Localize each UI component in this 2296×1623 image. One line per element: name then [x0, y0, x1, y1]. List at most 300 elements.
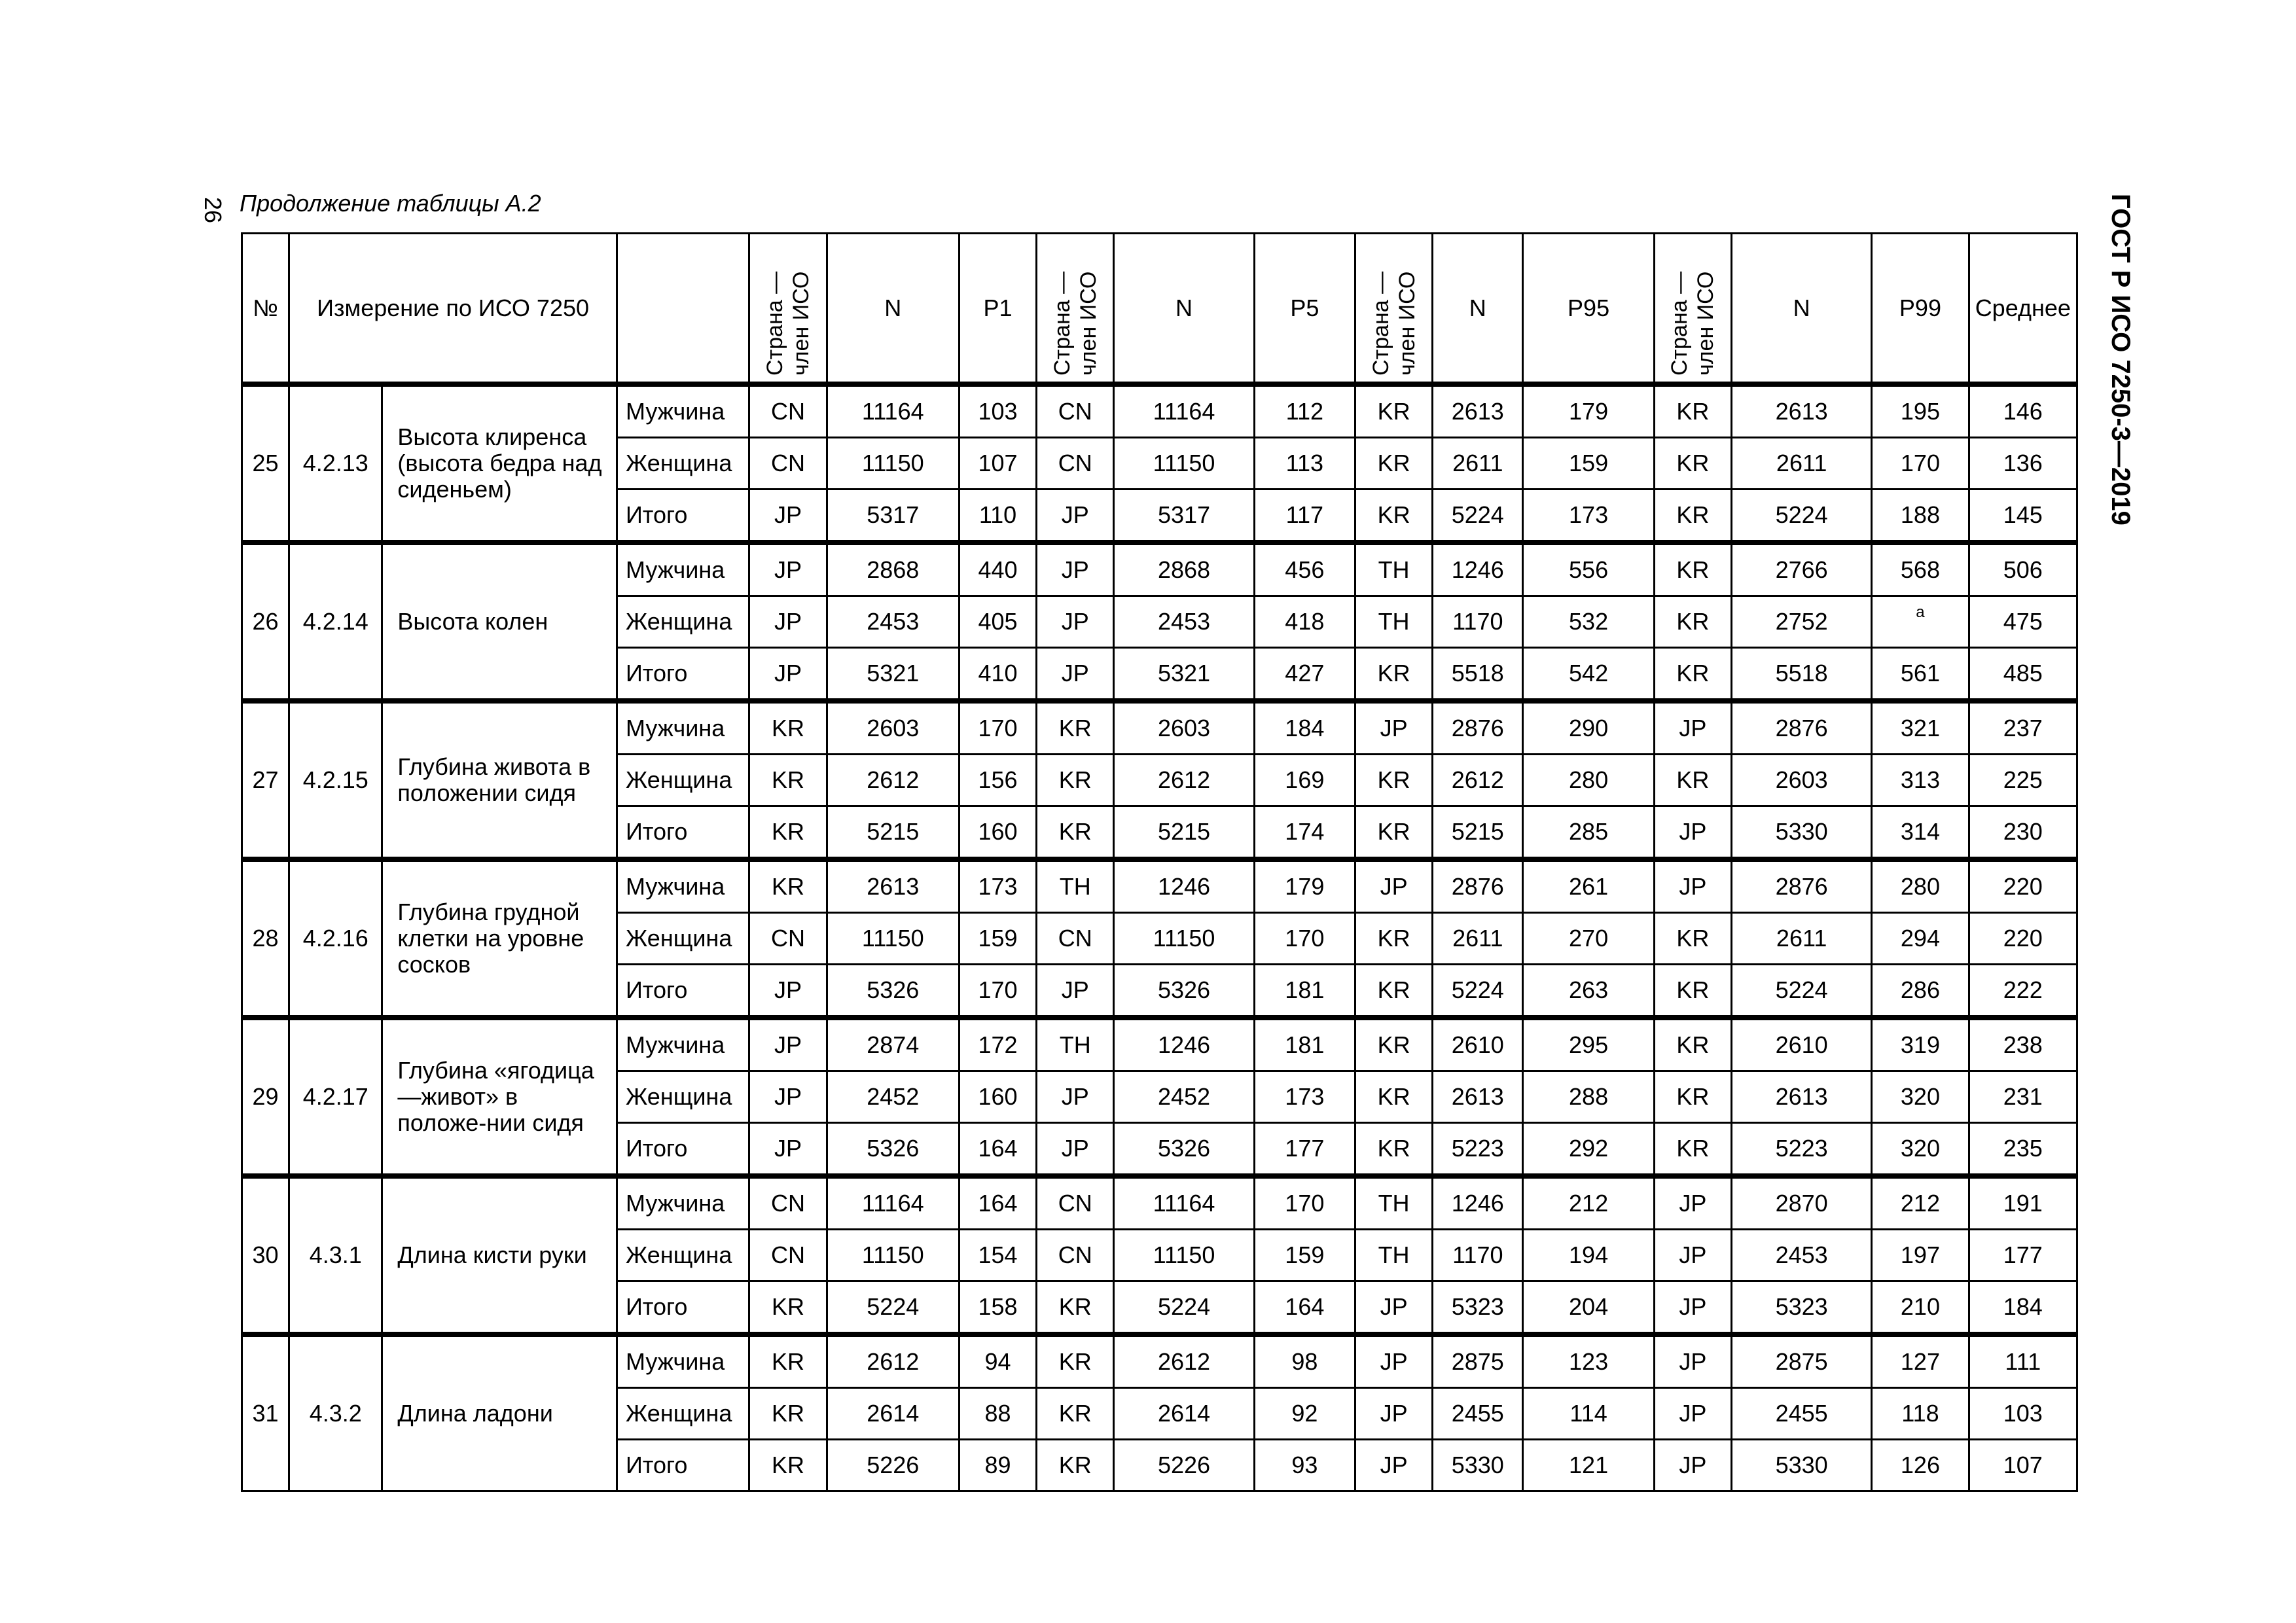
cell-n99: 2766: [1731, 543, 1871, 596]
cell-n5: 5317: [1114, 490, 1254, 543]
cell-p5: 181: [1254, 965, 1355, 1018]
cell-p1: 107: [959, 438, 1036, 490]
cell-p5: 92: [1254, 1388, 1355, 1440]
cell-c1: CN: [749, 1230, 827, 1281]
measurement-code: 4.2.16: [289, 859, 382, 1018]
cell-p1: 170: [959, 965, 1036, 1018]
cell-p1: 94: [959, 1334, 1036, 1388]
cell-c95: KR: [1355, 806, 1432, 860]
cell-n1: 2452: [827, 1071, 959, 1123]
cell-p99: 561: [1872, 648, 1969, 702]
header-measurement: Измерение по ИСО 7250: [289, 234, 617, 385]
cell-p99: 280: [1872, 859, 1969, 913]
cell-c95: KR: [1355, 755, 1432, 806]
cell-c5: JP: [1037, 490, 1114, 543]
cell-p99: 319: [1872, 1018, 1969, 1071]
header-p95: P95: [1523, 234, 1654, 385]
cell-n5: 11150: [1114, 1230, 1254, 1281]
cell-mean: 506: [1969, 543, 2077, 596]
sex-label: Итого: [617, 490, 749, 543]
cell-mean: 184: [1969, 1281, 2077, 1335]
sex-label: Итого: [617, 806, 749, 860]
table-body: [242, 384, 2077, 1491]
cell-p95: 270: [1523, 913, 1654, 965]
cell-p99: 126: [1872, 1440, 1969, 1491]
cell-c5: CN: [1037, 384, 1114, 438]
page-number: 26: [200, 196, 226, 224]
cell-n95: 2613: [1433, 1071, 1523, 1123]
cell-n1: 2612: [827, 755, 959, 806]
cell-n99: 2870: [1731, 1176, 1871, 1230]
cell-p5: 112: [1254, 384, 1355, 438]
cell-p5: 113: [1254, 438, 1355, 490]
cell-c1: CN: [749, 913, 827, 965]
cell-p1: 160: [959, 806, 1036, 860]
cell-n5: 1246: [1114, 1018, 1254, 1071]
measurement-code: 4.3.2: [289, 1334, 382, 1491]
cell-p95: 123: [1523, 1334, 1654, 1388]
cell-p5: 93: [1254, 1440, 1355, 1491]
cell-c95: KR: [1355, 490, 1432, 543]
cell-n1: 2868: [827, 543, 959, 596]
cell-n1: 5215: [827, 806, 959, 860]
cell-c99: KR: [1654, 648, 1731, 702]
cell-n5: 2614: [1114, 1388, 1254, 1440]
cell-n95: 1170: [1433, 596, 1523, 648]
cell-c5: KR: [1037, 1334, 1114, 1388]
cell-c1: JP: [749, 543, 827, 596]
cell-c99: KR: [1654, 596, 1731, 648]
cell-c5: KR: [1037, 806, 1114, 860]
cell-p1: 170: [959, 701, 1036, 755]
cell-c5: KR: [1037, 1440, 1114, 1491]
row-number: 26: [242, 543, 289, 701]
cell-c99: JP: [1654, 1388, 1731, 1440]
cell-p5: 159: [1254, 1230, 1355, 1281]
cell-c1: KR: [749, 1440, 827, 1491]
cell-c1: KR: [749, 701, 827, 755]
sex-label: Мужчина: [617, 701, 749, 755]
cell-n95: 5223: [1433, 1123, 1523, 1177]
table-row: [242, 1334, 2077, 1388]
cell-c95: KR: [1355, 1018, 1432, 1071]
row-number: 27: [242, 701, 289, 859]
sex-label: Итого: [617, 1123, 749, 1177]
cell-p99: 294: [1872, 913, 1969, 965]
cell-n5: 2612: [1114, 1334, 1254, 1388]
sex-label: Мужчина: [617, 1018, 749, 1071]
cell-mean: 111: [1969, 1334, 2077, 1388]
cell-p5: 181: [1254, 1018, 1355, 1071]
cell-mean: 230: [1969, 806, 2077, 860]
cell-n99: 2603: [1731, 755, 1871, 806]
cell-p1: 173: [959, 859, 1036, 913]
table-row: [242, 701, 2077, 755]
cell-n95: 2611: [1433, 913, 1523, 965]
cell-n1: 11150: [827, 1230, 959, 1281]
cell-n5: 2453: [1114, 596, 1254, 648]
cell-n1: 5317: [827, 490, 959, 543]
cell-p1: 103: [959, 384, 1036, 438]
cell-n95: 5224: [1433, 490, 1523, 543]
cell-c95: JP: [1355, 1334, 1432, 1388]
cell-p95: 159: [1523, 438, 1654, 490]
cell-n95: 5330: [1433, 1440, 1523, 1491]
row-number: 25: [242, 384, 289, 543]
cell-c99: KR: [1654, 1123, 1731, 1177]
cell-c99: KR: [1654, 438, 1731, 490]
cell-c1: KR: [749, 755, 827, 806]
header-p99: P99: [1872, 234, 1969, 385]
cell-n95: 2875: [1433, 1334, 1523, 1388]
cell-p5: 169: [1254, 755, 1355, 806]
header-country-p95: Страна — член ИСО: [1355, 234, 1432, 385]
cell-c95: TH: [1355, 1230, 1432, 1281]
cell-c95: KR: [1355, 1071, 1432, 1123]
cell-p99: 320: [1872, 1123, 1969, 1177]
cell-p1: 160: [959, 1071, 1036, 1123]
sex-label: Итого: [617, 1281, 749, 1335]
cell-n5: 5224: [1114, 1281, 1254, 1335]
cell-n95: 2455: [1433, 1388, 1523, 1440]
measurement-code: 4.2.15: [289, 701, 382, 859]
cell-c5: CN: [1037, 1176, 1114, 1230]
cell-c5: JP: [1037, 1071, 1114, 1123]
cell-p5: 177: [1254, 1123, 1355, 1177]
footnote-mark: a: [1916, 603, 1925, 621]
cell-n95: 5323: [1433, 1281, 1523, 1335]
cell-c1: CN: [749, 1176, 827, 1230]
cell-p95: 194: [1523, 1230, 1654, 1281]
cell-n99: 5323: [1731, 1281, 1871, 1335]
cell-c95: KR: [1355, 648, 1432, 702]
sex-label: Женщина: [617, 1230, 749, 1281]
table-row: [242, 543, 2077, 596]
cell-p99: 314: [1872, 806, 1969, 860]
cell-n95: 5224: [1433, 965, 1523, 1018]
cell-p99: 321: [1872, 701, 1969, 755]
measurement-code: 4.3.1: [289, 1176, 382, 1334]
cell-n5: 1246: [1114, 859, 1254, 913]
cell-n1: 2603: [827, 701, 959, 755]
cell-c1: KR: [749, 1388, 827, 1440]
cell-p95: 295: [1523, 1018, 1654, 1071]
cell-c95: KR: [1355, 913, 1432, 965]
cell-n1: 2453: [827, 596, 959, 648]
cell-p99: 197: [1872, 1230, 1969, 1281]
sex-label: Женщина: [617, 755, 749, 806]
cell-n1: 11150: [827, 438, 959, 490]
cell-n1: 5224: [827, 1281, 959, 1335]
sex-label: Мужчина: [617, 1176, 749, 1230]
cell-p1: 158: [959, 1281, 1036, 1335]
cell-p99: 188: [1872, 490, 1969, 543]
cell-mean: 238: [1969, 1018, 2077, 1071]
sex-label: Мужчина: [617, 384, 749, 438]
cell-n95: 2612: [1433, 755, 1523, 806]
cell-mean: 225: [1969, 755, 2077, 806]
sex-label: Итого: [617, 1440, 749, 1491]
cell-n99: 2611: [1731, 438, 1871, 490]
row-number: 30: [242, 1176, 289, 1334]
sex-label: Итого: [617, 648, 749, 702]
cell-mean: 475: [1969, 596, 2077, 648]
cell-p95: 204: [1523, 1281, 1654, 1335]
cell-c5: KR: [1037, 755, 1114, 806]
cell-mean: 222: [1969, 965, 2077, 1018]
measurement-code: 4.2.14: [289, 543, 382, 701]
measurement-name: Длина ладони: [382, 1334, 617, 1491]
cell-p1: 110: [959, 490, 1036, 543]
cell-p95: 532: [1523, 596, 1654, 648]
cell-c5: CN: [1037, 913, 1114, 965]
cell-c99: JP: [1654, 1230, 1731, 1281]
cell-n5: 5326: [1114, 1123, 1254, 1177]
sex-label: Женщина: [617, 913, 749, 965]
cell-p5: 117: [1254, 490, 1355, 543]
cell-n5: 11150: [1114, 438, 1254, 490]
cell-c95: TH: [1355, 1176, 1432, 1230]
cell-c99: JP: [1654, 1281, 1731, 1335]
cell-c1: JP: [749, 490, 827, 543]
cell-n99: 2611: [1731, 913, 1871, 965]
cell-n1: 5326: [827, 965, 959, 1018]
cell-c5: TH: [1037, 859, 1114, 913]
cell-n99: 2613: [1731, 1071, 1871, 1123]
header-n-p5: N: [1114, 234, 1254, 385]
cell-n5: 5326: [1114, 965, 1254, 1018]
cell-p5: 184: [1254, 701, 1355, 755]
cell-n1: 5326: [827, 1123, 959, 1177]
header-p1: P1: [959, 234, 1036, 385]
cell-n99: 2613: [1731, 384, 1871, 438]
cell-c95: JP: [1355, 1440, 1432, 1491]
cell-c5: JP: [1037, 648, 1114, 702]
cell-c1: JP: [749, 648, 827, 702]
measurement-name: Длина кисти руки: [382, 1176, 617, 1334]
cell-p95: 288: [1523, 1071, 1654, 1123]
cell-c95: JP: [1355, 701, 1432, 755]
cell-c5: KR: [1037, 1388, 1114, 1440]
cell-c95: TH: [1355, 596, 1432, 648]
row-number: 31: [242, 1334, 289, 1491]
table-row: [242, 1018, 2077, 1071]
cell-mean: 107: [1969, 1440, 2077, 1491]
cell-p95: 542: [1523, 648, 1654, 702]
cell-c99: KR: [1654, 1071, 1731, 1123]
table-row: [242, 1176, 2077, 1230]
data-table: [241, 232, 2078, 1492]
cell-n95: 2876: [1433, 859, 1523, 913]
measurement-name: Высота колен: [382, 543, 617, 701]
cell-p5: 174: [1254, 806, 1355, 860]
cell-p99-footnote: [1872, 596, 1969, 648]
cell-c99: JP: [1654, 1440, 1731, 1491]
header-sex: [617, 234, 749, 385]
cell-n95: 2613: [1433, 384, 1523, 438]
cell-p5: 456: [1254, 543, 1355, 596]
cell-p5: 179: [1254, 859, 1355, 913]
sex-label: Мужчина: [617, 1334, 749, 1388]
cell-p1: 89: [959, 1440, 1036, 1491]
cell-p1: 156: [959, 755, 1036, 806]
cell-n95: 5518: [1433, 648, 1523, 702]
cell-p95: 285: [1523, 806, 1654, 860]
cell-p95: 121: [1523, 1440, 1654, 1491]
cell-mean: 145: [1969, 490, 2077, 543]
table-header: [242, 234, 2077, 385]
cell-n99: 5518: [1731, 648, 1871, 702]
cell-p1: 164: [959, 1176, 1036, 1230]
cell-c1: KR: [749, 1281, 827, 1335]
cell-n99: 2876: [1731, 859, 1871, 913]
cell-n1: 11150: [827, 913, 959, 965]
cell-p1: 172: [959, 1018, 1036, 1071]
cell-p1: 440: [959, 543, 1036, 596]
cell-n1: 2874: [827, 1018, 959, 1071]
cell-n5: 2612: [1114, 755, 1254, 806]
cell-n99: 2876: [1731, 701, 1871, 755]
cell-c99: JP: [1654, 1176, 1731, 1230]
cell-p95: 290: [1523, 701, 1654, 755]
cell-p99: 210: [1872, 1281, 1969, 1335]
measurement-name: Глубина грудной клетки на уровне сосков: [382, 859, 617, 1018]
cell-c99: KR: [1654, 490, 1731, 543]
cell-p95: 292: [1523, 1123, 1654, 1177]
cell-n1: 11164: [827, 1176, 959, 1230]
cell-p1: 154: [959, 1230, 1036, 1281]
cell-n95: 1170: [1433, 1230, 1523, 1281]
cell-c1: JP: [749, 1018, 827, 1071]
sex-label: Мужчина: [617, 859, 749, 913]
sex-label: Женщина: [617, 596, 749, 648]
cell-c95: JP: [1355, 1281, 1432, 1335]
cell-c99: KR: [1654, 384, 1731, 438]
cell-c95: KR: [1355, 965, 1432, 1018]
cell-n99: 5224: [1731, 965, 1871, 1018]
cell-p99: 320: [1872, 1071, 1969, 1123]
cell-n99: 2610: [1731, 1018, 1871, 1071]
table-row: [242, 384, 2077, 438]
cell-c99: KR: [1654, 543, 1731, 596]
cell-mean: 485: [1969, 648, 2077, 702]
cell-p99: 118: [1872, 1388, 1969, 1440]
sex-label: Женщина: [617, 1388, 749, 1440]
cell-n99: 5330: [1731, 806, 1871, 860]
cell-c5: CN: [1037, 1230, 1114, 1281]
cell-p95: 261: [1523, 859, 1654, 913]
cell-p1: 159: [959, 913, 1036, 965]
cell-p99: 195: [1872, 384, 1969, 438]
cell-n5: 5321: [1114, 648, 1254, 702]
cell-n99: 2455: [1731, 1388, 1871, 1440]
cell-p95: 556: [1523, 543, 1654, 596]
cell-c95: JP: [1355, 1388, 1432, 1440]
cell-n99: 2875: [1731, 1334, 1871, 1388]
cell-c1: KR: [749, 1334, 827, 1388]
cell-n95: 5215: [1433, 806, 1523, 860]
cell-n99: 2453: [1731, 1230, 1871, 1281]
cell-n1: 2613: [827, 859, 959, 913]
cell-c5: KR: [1037, 701, 1114, 755]
sex-label: Мужчина: [617, 543, 749, 596]
cell-n95: 2611: [1433, 438, 1523, 490]
cell-n5: 5226: [1114, 1440, 1254, 1491]
header-num: №: [242, 234, 289, 385]
cell-p5: 418: [1254, 596, 1355, 648]
cell-p99: 313: [1872, 755, 1969, 806]
header-n-p95: N: [1433, 234, 1523, 385]
cell-p95: 114: [1523, 1388, 1654, 1440]
cell-p95: 179: [1523, 384, 1654, 438]
cell-c99: KR: [1654, 913, 1731, 965]
cell-mean: 177: [1969, 1230, 2077, 1281]
cell-p5: 170: [1254, 1176, 1355, 1230]
cell-p95: 212: [1523, 1176, 1654, 1230]
cell-c5: JP: [1037, 596, 1114, 648]
cell-c1: CN: [749, 384, 827, 438]
cell-c5: JP: [1037, 965, 1114, 1018]
cell-p5: 427: [1254, 648, 1355, 702]
measurement-code: 4.2.13: [289, 384, 382, 543]
cell-n99: 5330: [1731, 1440, 1871, 1491]
cell-n99: 5223: [1731, 1123, 1871, 1177]
cell-p5: 173: [1254, 1071, 1355, 1123]
header-country-p5: Страна — член ИСО: [1037, 234, 1114, 385]
cell-n1: 11164: [827, 384, 959, 438]
cell-c5: CN: [1037, 438, 1114, 490]
header-p5: P5: [1254, 234, 1355, 385]
cell-c99: JP: [1654, 1334, 1731, 1388]
cell-mean: 231: [1969, 1071, 2077, 1123]
cell-n1: 2614: [827, 1388, 959, 1440]
cell-c99: JP: [1654, 806, 1731, 860]
document-title: ГОСТ Р ИСО 7250-3—2019: [2106, 194, 2135, 526]
cell-p1: 410: [959, 648, 1036, 702]
header-country-p99: Страна — член ИСО: [1654, 234, 1731, 385]
cell-n1: 5321: [827, 648, 959, 702]
cell-c1: KR: [749, 859, 827, 913]
cell-c99: KR: [1654, 755, 1731, 806]
cell-p1: 405: [959, 596, 1036, 648]
cell-n95: 2610: [1433, 1018, 1523, 1071]
table-row: [242, 859, 2077, 913]
cell-mean: 235: [1969, 1123, 2077, 1177]
cell-p5: 170: [1254, 913, 1355, 965]
cell-c5: TH: [1037, 1018, 1114, 1071]
cell-n5: 2868: [1114, 543, 1254, 596]
cell-c95: KR: [1355, 438, 1432, 490]
cell-p99: 212: [1872, 1176, 1969, 1230]
cell-p5: 164: [1254, 1281, 1355, 1335]
measurement-code: 4.2.17: [289, 1018, 382, 1176]
cell-n95: 2876: [1433, 701, 1523, 755]
cell-c99: JP: [1654, 859, 1731, 913]
cell-p99: 568: [1872, 543, 1969, 596]
cell-c99: KR: [1654, 1018, 1731, 1071]
cell-c1: KR: [749, 806, 827, 860]
cell-p99: 286: [1872, 965, 1969, 1018]
table-caption: Продолжение таблицы А.2: [240, 190, 541, 217]
cell-mean: 220: [1969, 913, 2077, 965]
row-number: 28: [242, 859, 289, 1018]
cell-mean: 220: [1969, 859, 2077, 913]
cell-n5: 11150: [1114, 913, 1254, 965]
measurement-name: Глубина «ягодица—живот» в положе-нии сидя: [382, 1018, 617, 1176]
cell-n1: 5226: [827, 1440, 959, 1491]
cell-n99: 5224: [1731, 490, 1871, 543]
cell-c95: TH: [1355, 543, 1432, 596]
